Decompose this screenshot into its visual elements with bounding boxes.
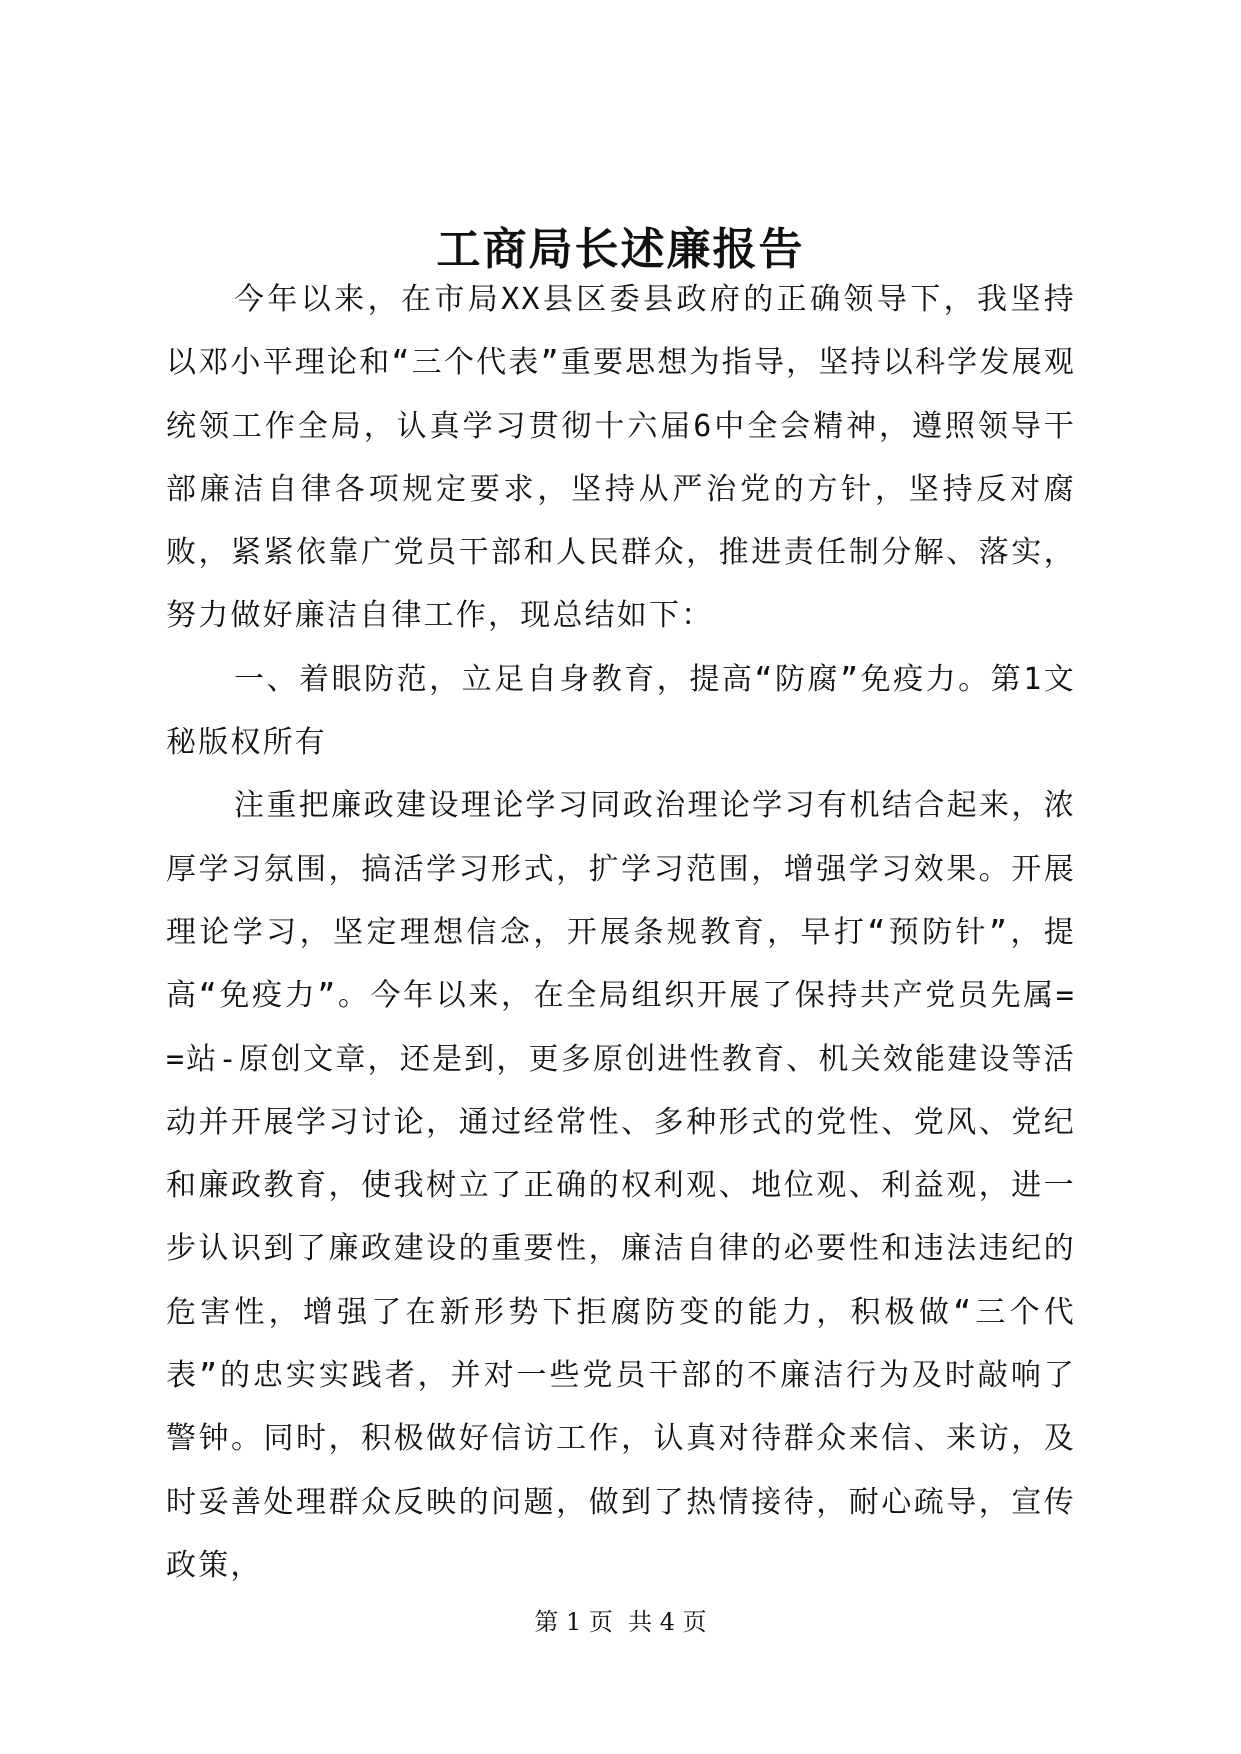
paragraph-intro: 今年以来，在市局XX县区委县政府的正确领导下，我坚持以邓小平理论和“三个代表”重要思想为指导，坚持以科学发展观统领工作全局，认真学习贯彻十六届6中全会精神，遵照领导干部廉洁自律各项规定要求，坚持从严治党的方针，坚持反对腐败，紧紧依靠广党员干部和人民群众，推进责任制分解、落实，努力做好廉洁自律工作，现总结如下： [166,282,1076,634]
paragraph-section-body: 注重把廉政建设理论学习同政治理论学习有机结合起来，浓厚学习氛围，搞活学习形式，扩学习范围，增强学习效果。开展理论学习，坚定理想信念，开展条规教育，早打“预防针”，提高“免疫力”。今年以来，在全局组织开展了保持共产党员先属==站-原创文章，还是到，更多原创进性教育、机关效能建设等活动并开展学习讨论，通过经常性、多种形式的党性、党风、党纪和廉政教育，使我树立了正确的权利观、地位观、利益观，进一步认识到了廉政建设的重要性，廉洁自律的必要性和违法违纪的危害性，增强了在新形势下拒腐防变的能力，积极做“三个代表”的忠实实践者，并对一些党员干部的不廉洁行为及时敲响了警钟。同时，积极做好信访工作，认真对待群众来信、来访，及时妥善处理群众反映的问题，做到了热情接待，耐心疏导，宣传政策， [166,788,1076,1583]
paragraph-section-heading: 一、着眼防范，立足自身教育，提高“防腐”免疫力。第1文秘版权所有 [166,661,1076,761]
page-footer [0,1606,1241,1638]
document-body [166,268,1076,1597]
page-number-label: 第 1 页 共 4 页 [534,1608,707,1636]
document-title: 工商局长述廉报告 [436,224,805,275]
